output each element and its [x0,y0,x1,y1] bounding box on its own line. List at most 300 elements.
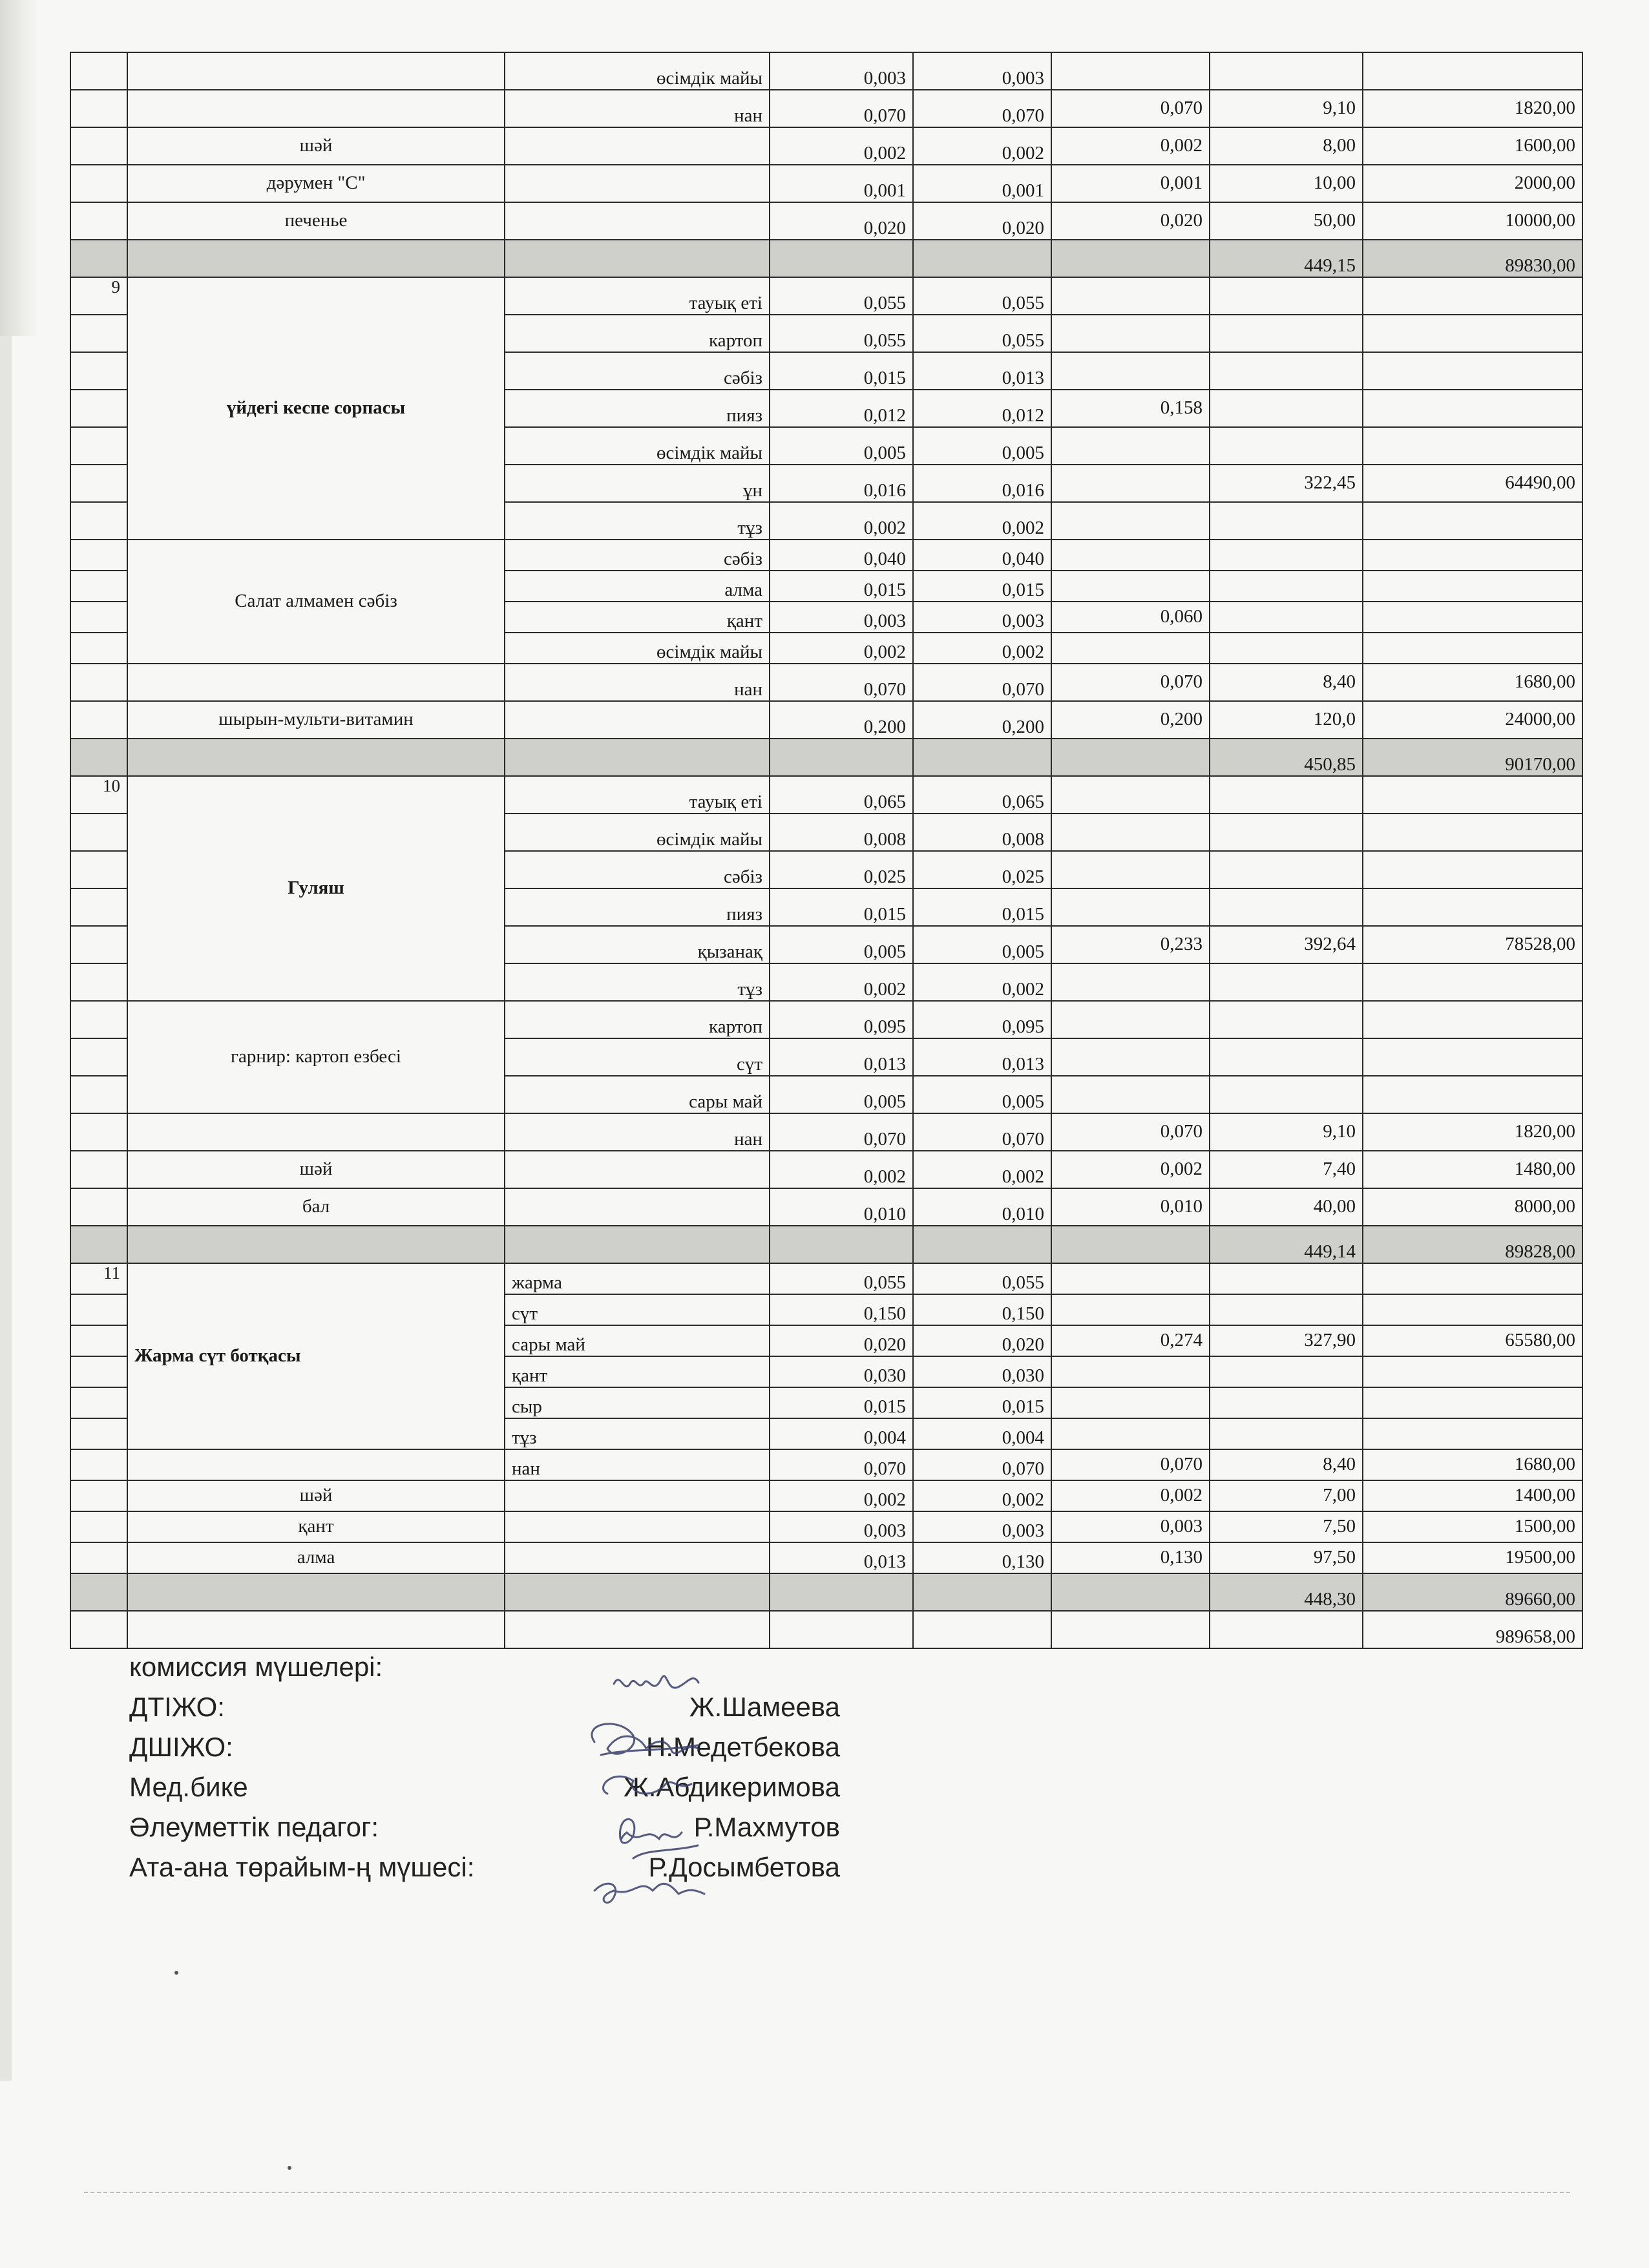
portion-cost [1210,1038,1363,1076]
gross-weight: 0,012 [770,390,913,427]
dish-name [127,664,505,701]
portion-cost [1210,315,1363,352]
net-weight: 0,130 [913,1542,1051,1573]
portion-cost: 7,50 [1210,1511,1363,1542]
portion-output: 0,200 [1051,701,1210,739]
net-weight: 0,065 [913,776,1051,814]
portion-output [1051,1038,1210,1076]
portion-output [1051,1076,1210,1113]
net-weight: 0,070 [913,1113,1051,1151]
portion-cost: 9,10 [1210,90,1363,127]
empty-cell [913,1573,1051,1611]
row-total [1363,963,1582,1001]
empty-cell [505,240,770,277]
gross-weight: 0,150 [770,1294,913,1325]
portion-output: 0,274 [1051,1325,1210,1356]
portion-output: 0,060 [1051,602,1210,633]
gross-weight: 0,070 [770,90,913,127]
empty-cell [505,1226,770,1263]
subtotal-total: 89830,00 [1363,240,1582,277]
row-index [70,1076,127,1113]
row-index [70,814,127,851]
row-index [70,1449,127,1480]
empty-cell [1051,1573,1210,1611]
gross-weight: 0,001 [770,165,913,202]
ingredient-name [505,1542,770,1573]
portion-output [1051,427,1210,465]
ingredient-name: сүт [505,1038,770,1076]
portion-output: 0,001 [1051,165,1210,202]
net-weight: 0,055 [913,315,1051,352]
row-total: 1500,00 [1363,1511,1582,1542]
ingredient-name: тұз [505,963,770,1001]
subtotal-cost: 449,14 [1210,1226,1363,1263]
row-total: 19500,00 [1363,1542,1582,1573]
table-row [70,1113,1582,1151]
row-index [70,1325,127,1356]
net-weight: 0,070 [913,1449,1051,1480]
portion-cost: 9,10 [1210,1113,1363,1151]
gross-weight: 0,003 [770,1511,913,1542]
gross-weight: 0,013 [770,1038,913,1076]
dish-name: қант [127,1511,505,1542]
row-total: 1680,00 [1363,664,1582,701]
gross-weight: 0,002 [770,502,913,540]
portion-output [1051,1387,1210,1418]
empty-cell [127,739,505,776]
gross-weight: 0,005 [770,926,913,963]
portion-output [1051,1294,1210,1325]
empty-cell [70,1226,127,1263]
row-total [1363,502,1582,540]
net-weight: 0,002 [913,502,1051,540]
dish-name: шырын-мульти-витамин [127,701,505,739]
row-total [1363,1356,1582,1387]
row-index [70,390,127,427]
ingredient-name [505,165,770,202]
gross-weight: 0,015 [770,352,913,390]
ingredient-name: сары май [505,1325,770,1356]
empty-cell [913,240,1051,277]
portion-output: 0,003 [1051,1511,1210,1542]
scan-speck [288,2166,291,2170]
net-weight: 0,002 [913,963,1051,1001]
ingredient-name [505,1480,770,1511]
subtotal-cost: 450,85 [1210,739,1363,776]
row-total: 64490,00 [1363,465,1582,502]
portion-output: 0,002 [1051,1480,1210,1511]
empty-cell [913,1611,1051,1648]
ingredient-name: сәбіз [505,851,770,888]
member-role: Мед.бике [129,1772,248,1802]
portion-cost [1210,540,1363,571]
row-total: 8000,00 [1363,1188,1582,1226]
ingredient-name: нан [505,90,770,127]
row-index [70,1511,127,1542]
row-total: 1680,00 [1363,1449,1582,1480]
row-index [70,1356,127,1387]
portion-cost [1210,1001,1363,1038]
ingredient-name: өсімдік майы [505,814,770,851]
portion-output: 0,070 [1051,664,1210,701]
net-weight: 0,013 [913,1038,1051,1076]
member-name: Р.Досымбетова [648,1852,840,1882]
table-row [70,90,1582,127]
portion-output: 0,233 [1051,926,1210,963]
net-weight: 0,200 [913,701,1051,739]
portion-cost [1210,502,1363,540]
portion-output: 0,002 [1051,127,1210,165]
portion-output [1051,1001,1210,1038]
portion-output [1051,315,1210,352]
table-row [70,1511,1582,1542]
gross-weight: 0,055 [770,277,913,315]
member-role: ДШІЖО: [129,1732,233,1762]
gross-weight: 0,055 [770,1263,913,1294]
table-row [70,165,1582,202]
net-weight: 0,001 [913,165,1051,202]
row-total: 1400,00 [1363,1480,1582,1511]
net-weight: 0,020 [913,202,1051,240]
portion-output: 0,010 [1051,1188,1210,1226]
gross-weight: 0,020 [770,1325,913,1356]
dish-name: бал [127,1188,505,1226]
net-weight: 0,015 [913,1387,1051,1418]
commission-heading: комиссия мүшелері: [129,1652,383,1682]
subtotal-row [70,1226,1582,1263]
row-index [70,427,127,465]
subtotal-row [70,240,1582,277]
empty-cell [770,739,913,776]
portion-output [1051,52,1210,90]
net-weight: 0,055 [913,277,1051,315]
gross-weight: 0,003 [770,52,913,90]
portion-cost: 8,40 [1210,1449,1363,1480]
portion-output: 0,158 [1051,390,1210,427]
row-index [70,571,127,602]
dish-name: гарнир: картоп езбесі [127,1001,505,1113]
portion-cost [1210,277,1363,315]
torn-page-edge [0,0,39,336]
net-weight: 0,003 [913,602,1051,633]
portion-cost [1210,1356,1363,1387]
net-weight: 0,004 [913,1418,1051,1449]
row-index [70,165,127,202]
portion-output: 0,070 [1051,90,1210,127]
table-row [70,127,1582,165]
gross-weight: 0,015 [770,1387,913,1418]
portion-output: 0,130 [1051,1542,1210,1573]
gross-weight: 0,020 [770,202,913,240]
net-weight: 0,013 [913,352,1051,390]
portion-output [1051,814,1210,851]
net-weight: 0,002 [913,633,1051,664]
row-total [1363,277,1582,315]
ingredient-name: нан [505,1449,770,1480]
portion-output [1051,502,1210,540]
empty-cell [770,1226,913,1263]
ingredient-name: сәбіз [505,352,770,390]
net-weight: 0,055 [913,1263,1051,1294]
row-index [70,1188,127,1226]
portion-output: 0,070 [1051,1449,1210,1480]
portion-output: 0,020 [1051,202,1210,240]
gross-weight: 0,002 [770,1151,913,1188]
ingredient-name: сыр [505,1387,770,1418]
subtotal-row [70,1573,1582,1611]
portion-output [1051,851,1210,888]
dish-name: алма [127,1542,505,1573]
empty-cell [70,240,127,277]
row-total [1363,390,1582,427]
member-role: ДТІЖО: [129,1692,225,1722]
empty-cell [505,1573,770,1611]
portion-cost: 322,45 [1210,465,1363,502]
portion-output [1051,352,1210,390]
row-total [1363,1418,1582,1449]
row-index [70,1387,127,1418]
ingredient-name: сүт [505,1294,770,1325]
row-total [1363,52,1582,90]
row-index [70,1038,127,1076]
row-total [1363,1038,1582,1076]
empty-cell [770,1611,913,1648]
member-name: Ж.Абдикеримова [623,1772,840,1802]
ingredient-name [505,701,770,739]
empty-cell [70,1573,127,1611]
gross-weight: 0,005 [770,427,913,465]
empty-cell [70,1611,127,1648]
table-row [70,664,1582,701]
portion-cost: 8,40 [1210,664,1363,701]
ingredient-name: қант [505,602,770,633]
dish-name: шәй [127,127,505,165]
row-total [1363,1387,1582,1418]
ingredient-name: өсімдік майы [505,427,770,465]
portion-output [1051,633,1210,664]
ingredient-name: нан [505,664,770,701]
portion-output [1051,963,1210,1001]
table-row [70,1542,1582,1573]
dish-name: үйдегі кеспе сорпасы [127,277,505,540]
gross-weight: 0,016 [770,465,913,502]
gross-weight: 0,002 [770,963,913,1001]
portion-output [1051,571,1210,602]
member-name: Н.Медетбекова [646,1732,840,1762]
empty-cell [1051,1611,1210,1648]
row-total: 1480,00 [1363,1151,1582,1188]
empty-cell [770,1573,913,1611]
ingredient-name [505,127,770,165]
table-row [70,540,1582,571]
net-weight: 0,040 [913,540,1051,571]
member-role: Ата-ана төрайым-ң мүшесі: [129,1852,475,1882]
ingredient-name: картоп [505,315,770,352]
portion-cost: 8,00 [1210,127,1363,165]
row-total [1363,315,1582,352]
row-index [70,664,127,701]
dish-name [127,52,505,90]
ingredient-name: тұз [505,502,770,540]
empty-cell [1051,240,1210,277]
row-index [70,540,127,571]
net-weight: 0,010 [913,1188,1051,1226]
row-total [1363,602,1582,633]
gross-weight: 0,002 [770,633,913,664]
row-index [70,1151,127,1188]
gross-weight: 0,013 [770,1542,913,1573]
page-shadow-edge [0,336,12,2081]
row-index [70,502,127,540]
row-index [70,1001,127,1038]
table-row [70,1263,1582,1294]
dish-name: Салат алмамен сәбіз [127,540,505,664]
empty-cell [127,1611,505,1648]
gross-weight: 0,200 [770,701,913,739]
member-role: Әлеуметтік педагог: [129,1812,379,1842]
gross-weight: 0,065 [770,776,913,814]
dish-name: шәй [127,1480,505,1511]
row-total [1363,814,1582,851]
portion-cost [1210,602,1363,633]
portion-output [1051,540,1210,571]
row-index [70,90,127,127]
scan-speck [174,1971,178,1975]
portion-cost: 7,00 [1210,1480,1363,1511]
gross-weight: 0,040 [770,540,913,571]
row-total: 1600,00 [1363,127,1582,165]
net-weight: 0,003 [913,1511,1051,1542]
table-row [70,701,1582,739]
portion-cost [1210,390,1363,427]
net-weight: 0,008 [913,814,1051,851]
table-row [70,776,1582,814]
net-weight: 0,005 [913,1076,1051,1113]
row-total [1363,571,1582,602]
net-weight: 0,016 [913,465,1051,502]
row-total [1363,633,1582,664]
net-weight: 0,002 [913,127,1051,165]
row-index: 9 [70,277,127,315]
dish-name [127,1113,505,1151]
portion-output [1051,776,1210,814]
net-weight: 0,015 [913,888,1051,926]
portion-cost [1210,1418,1363,1449]
portion-cost [1210,888,1363,926]
net-weight: 0,150 [913,1294,1051,1325]
ingredient-name: тауық еті [505,277,770,315]
table-row [70,202,1582,240]
net-weight: 0,012 [913,390,1051,427]
row-total [1363,1263,1582,1294]
table-row [70,1188,1582,1226]
ingredient-name: картоп [505,1001,770,1038]
empty-cell [770,240,913,277]
empty-cell [127,1226,505,1263]
gross-weight: 0,005 [770,1076,913,1113]
row-total [1363,776,1582,814]
portion-cost: 10,00 [1210,165,1363,202]
empty-cell [127,240,505,277]
row-index: 11 [70,1263,127,1294]
subtotal-row [70,739,1582,776]
row-index [70,963,127,1001]
portion-output [1051,1356,1210,1387]
ingredient-name: тұз [505,1418,770,1449]
row-index [70,202,127,240]
row-index [70,1542,127,1573]
gross-weight: 0,003 [770,602,913,633]
portion-output [1051,888,1210,926]
ingredient-name: алма [505,571,770,602]
gross-weight: 0,004 [770,1418,913,1449]
portion-output [1051,465,1210,502]
row-total: 2000,00 [1363,165,1582,202]
gross-weight: 0,095 [770,1001,913,1038]
ingredient-name [505,1151,770,1188]
row-index [70,127,127,165]
portion-cost [1210,427,1363,465]
gross-weight: 0,010 [770,1188,913,1226]
portion-cost: 327,90 [1210,1325,1363,1356]
empty-cell [1051,739,1210,776]
gross-weight: 0,002 [770,1480,913,1511]
table-row [70,1151,1582,1188]
subtotal-total: 89660,00 [1363,1573,1582,1611]
row-index [70,1294,127,1325]
portion-cost [1210,776,1363,814]
portion-cost [1210,814,1363,851]
portion-output: 0,002 [1051,1151,1210,1188]
row-total: 24000,00 [1363,701,1582,739]
dish-name: Гуляш [127,776,505,1001]
subtotal-total: 89828,00 [1363,1226,1582,1263]
net-weight: 0,003 [913,52,1051,90]
net-weight: 0,015 [913,571,1051,602]
row-index [70,52,127,90]
empty-cell [1051,1226,1210,1263]
row-total [1363,1294,1582,1325]
row-total [1363,352,1582,390]
net-weight: 0,025 [913,851,1051,888]
ingredient-name: жарма [505,1263,770,1294]
gross-weight: 0,002 [770,127,913,165]
ingredient-name: нан [505,1113,770,1151]
row-total [1363,888,1582,926]
row-index [70,315,127,352]
net-weight: 0,020 [913,1325,1051,1356]
row-index [70,1418,127,1449]
row-index [70,701,127,739]
dish-name [127,1449,505,1480]
subtotal-cost: 449,15 [1210,240,1363,277]
row-total [1363,427,1582,465]
row-total [1363,1076,1582,1113]
portion-cost [1210,52,1363,90]
gross-weight: 0,015 [770,571,913,602]
row-index [70,633,127,664]
row-index [70,1480,127,1511]
gross-weight: 0,070 [770,1113,913,1151]
gross-weight: 0,030 [770,1356,913,1387]
row-total: 1820,00 [1363,1113,1582,1151]
net-weight: 0,070 [913,664,1051,701]
ingredient-name: ұн [505,465,770,502]
scan-bottom-line [84,2192,1570,2195]
portion-cost: 392,64 [1210,926,1363,963]
portion-cost [1210,633,1363,664]
empty-cell [70,739,127,776]
